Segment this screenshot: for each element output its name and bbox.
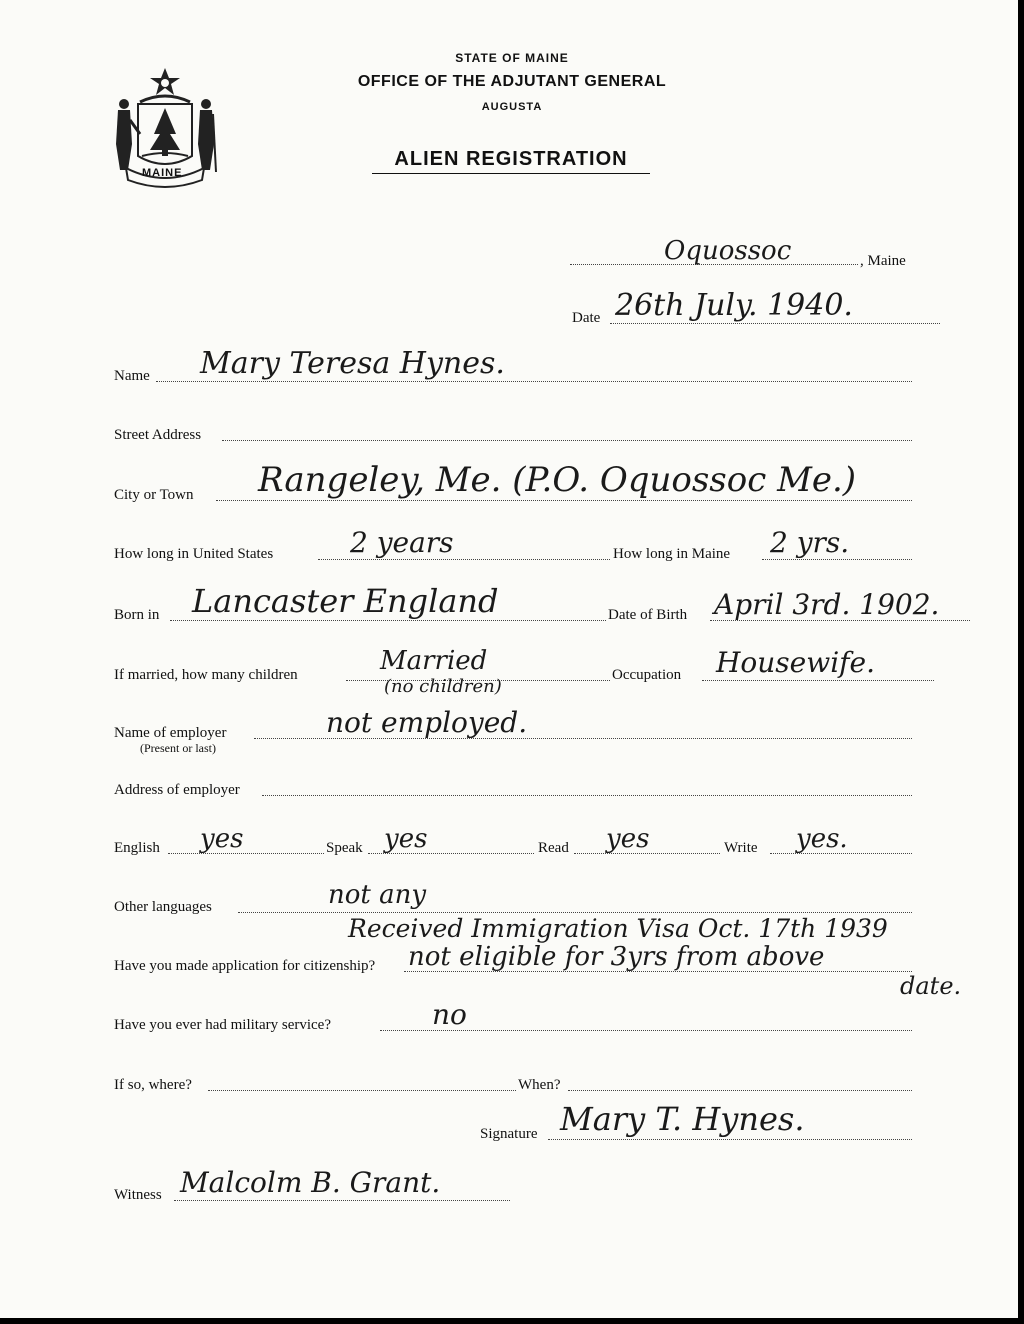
when-label: When? bbox=[518, 1077, 561, 1093]
name-line bbox=[156, 381, 912, 382]
date-value: 26th July. 1940. bbox=[615, 288, 853, 323]
date-line bbox=[610, 323, 940, 324]
scan-edge-bottom bbox=[0, 1318, 1024, 1324]
citizenship-label: Have you made application for citizenship? bbox=[114, 958, 376, 974]
employer-name-value: not employed. bbox=[326, 706, 528, 739]
military-label: Have you ever had military service? bbox=[114, 1017, 331, 1033]
where-line bbox=[208, 1090, 516, 1091]
date-of-birth-value: April 3rd. 1902. bbox=[714, 588, 940, 621]
form-title: ALIEN REGISTRATION bbox=[372, 148, 650, 174]
employer-address-line bbox=[262, 795, 912, 796]
married-value: Married bbox=[380, 646, 488, 676]
occupation-label: Occupation bbox=[612, 667, 682, 683]
speak-value: yes bbox=[384, 824, 428, 854]
name-value: Mary Teresa Hynes. bbox=[200, 346, 505, 381]
town-value: Oquossoc bbox=[664, 236, 792, 266]
town-suffix-label: , Maine bbox=[860, 253, 906, 269]
seal-banner-text: MAINE bbox=[142, 167, 183, 179]
scan-edge-right bbox=[1018, 0, 1024, 1324]
how-long-maine-value: 2 yrs. bbox=[770, 526, 850, 559]
born-in-line bbox=[170, 620, 606, 621]
read-value: yes bbox=[606, 824, 650, 854]
how-long-maine-label: How long in Maine bbox=[613, 546, 731, 562]
witness-label: Witness bbox=[114, 1187, 162, 1203]
employer-name-sublabel: (Present or last) bbox=[140, 741, 216, 755]
born-in-value: Lancaster England bbox=[192, 582, 499, 620]
married-note: (no children) bbox=[384, 676, 502, 697]
how-long-us-line bbox=[318, 559, 610, 560]
employer-name-label: Name of employer bbox=[114, 725, 227, 741]
signature-value: Mary T. Hynes. bbox=[560, 1100, 805, 1138]
signature-line bbox=[548, 1139, 912, 1140]
military-value: no bbox=[432, 998, 467, 1031]
how-long-maine-line bbox=[762, 559, 912, 560]
employer-address-label: Address of employer bbox=[114, 782, 240, 798]
married-children-label: If married, how many children bbox=[114, 667, 298, 683]
write-value: yes. bbox=[796, 824, 848, 854]
born-in-label: Born in bbox=[114, 607, 160, 623]
date-label: Date bbox=[572, 310, 601, 326]
other-languages-label: Other languages bbox=[114, 899, 212, 915]
citizenship-line1: Received Immigration Visa Oct. 17th 1939 bbox=[348, 914, 888, 943]
other-languages-value: not any bbox=[328, 880, 427, 910]
english-line bbox=[168, 853, 324, 854]
write-label: Write bbox=[724, 840, 758, 856]
office-heading: OFFICE OF THE ADJUTANT GENERAL bbox=[357, 73, 667, 90]
street-address-label: Street Address bbox=[114, 427, 202, 443]
witness-line bbox=[174, 1200, 510, 1201]
city-town-value: Rangeley, Me. (P.O. Oquossoc Me.) bbox=[258, 460, 857, 500]
witness-value: Malcolm B. Grant. bbox=[180, 1166, 441, 1199]
speak-label: Speak bbox=[326, 840, 363, 856]
street-address-line bbox=[222, 440, 912, 441]
occupation-line bbox=[702, 680, 934, 681]
where-label: If so, where? bbox=[114, 1077, 192, 1093]
state-heading: STATE OF MAINE bbox=[455, 51, 569, 65]
date-of-birth-label: Date of Birth bbox=[608, 607, 688, 623]
read-label: Read bbox=[538, 840, 569, 856]
how-long-us-label: How long in United States bbox=[114, 546, 274, 562]
how-long-us-value: 2 years bbox=[350, 526, 454, 559]
citizenship-line3: date. bbox=[900, 972, 962, 1000]
city-town-line bbox=[216, 500, 912, 501]
when-line bbox=[568, 1090, 912, 1091]
city-heading: AUGUSTA bbox=[481, 101, 543, 113]
citizenship-line2: not eligible for 3yrs from above bbox=[408, 942, 825, 972]
english-label: English bbox=[114, 840, 160, 856]
signature-label: Signature bbox=[480, 1126, 538, 1142]
other-languages-line bbox=[238, 912, 912, 913]
english-value: yes bbox=[200, 824, 244, 854]
city-town-label: City or Town bbox=[114, 487, 194, 503]
occupation-value: Housewife. bbox=[716, 646, 876, 679]
name-label: Name bbox=[114, 368, 150, 384]
